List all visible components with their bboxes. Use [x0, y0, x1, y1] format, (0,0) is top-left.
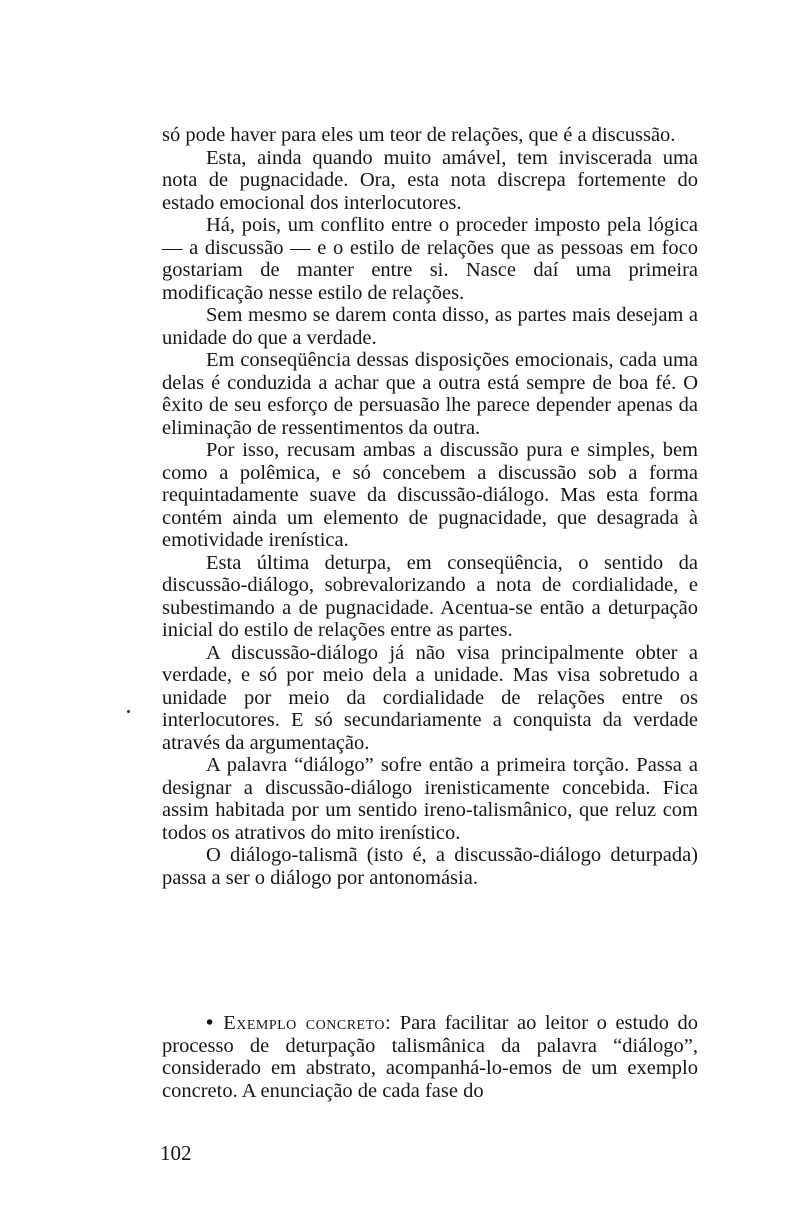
paragraph-8: A discussão-diálogo já não visa principalmente obter a verdade, e só por meio dela a unidade. Mas visa sobretudo a unidade por meio da cordialidade de relações entre os interlocutores. E só secundariamente a conquista da verdade através da argumentação.	[162, 641, 698, 754]
example-heading: Exemplo concreto:	[223, 1012, 392, 1034]
example-text: Para facilitar ao leitor o estudo do processo de deturpação talismânica da palavra “diálogo”, considerado em abstrato, acompanhá-lo-emos de um exemplo concreto. A enunciação de cada fase do	[162, 1012, 699, 1102]
example-paragraph	[162, 1012, 698, 1102]
example-section	[162, 1012, 698, 1102]
bullet-icon: •	[206, 1012, 214, 1034]
page-number: 102	[160, 1141, 192, 1165]
paragraph-2: Esta, ainda quando muito amável, tem inviscerada uma nota de pugnacidade. Ora, esta nota discrepa fortemente do estado emocional dos interlocutores.	[162, 146, 698, 214]
body-text	[162, 124, 698, 889]
stray-ink-mark	[127, 710, 130, 713]
paragraph-7: Esta última deturpa, em conseqüência, o sentido da discussão-diálogo, sobrevalorizando a nota de cordialidade, e subestimando a de pugnacidade. Acentua-se então a deturpação inicial do estilo de relações entre as partes.	[162, 551, 698, 641]
paragraph-9: A palavra “diálogo” sofre então a primeira torção. Passa a designar a discussão-diálogo irenisticamente concebida. Fica assim habitada por um sentido ireno-talismânico, que reluz com todos os atrativos do mito irenístico.	[162, 754, 698, 844]
paragraph-3: Há, pois, um conflito entre o proceder imposto pela lógica — a discussão — e o estilo de relações que as pessoas em foco gostariam de manter entre si. Nasce daí uma primeira modificação nesse estilo de relações.	[162, 214, 698, 304]
paragraph-10: O diálogo-talismã (isto é, a discussão-diálogo deturpada) passa a ser o diálogo por antonomásia.	[162, 844, 698, 889]
paragraph-5: Em conseqüência dessas disposições emocionais, cada uma delas é conduzida a achar que a outra está sempre de boa fé. O êxito de seu esforço de persuasão lhe parece depender apenas da eliminação de ressentimentos da outra.	[162, 349, 698, 439]
paragraph-6: Por isso, recusam ambas a discussão pura e simples, bem como a polêmica, e só concebem a discussão sob a forma requintadamente suave da discussão-diálogo. Mas esta forma contém ainda um elemento de pugnacidade, que desagrada à emotividade irenística.	[162, 439, 698, 551]
paragraph-4: Sem mesmo se darem conta disso, as partes mais desejam a unidade do que a verdade.	[162, 304, 698, 349]
paragraph-1: só pode haver para eles um teor de relações, que é a discussão.	[162, 124, 676, 146]
